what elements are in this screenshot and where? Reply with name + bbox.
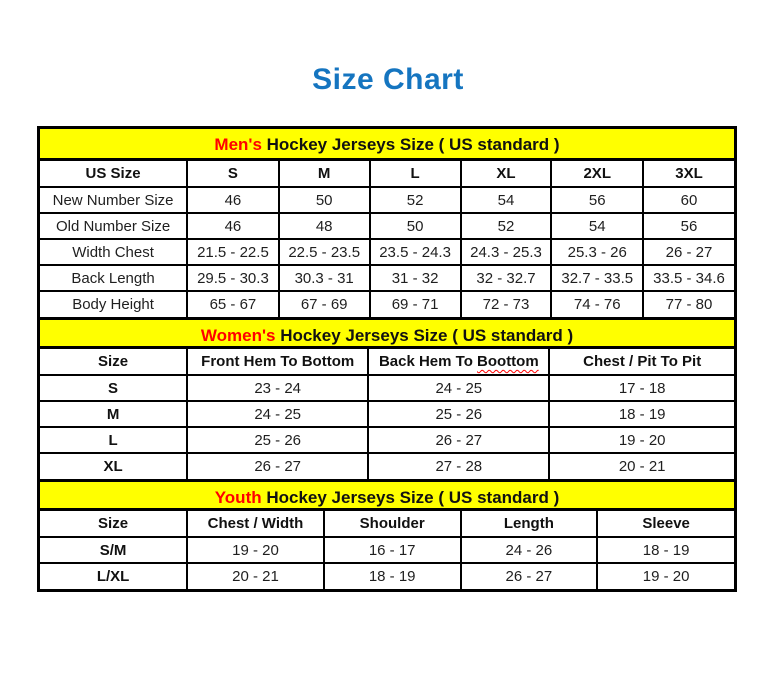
column-header: 3XL [643, 161, 734, 187]
table-cell: 22.5 - 23.5 [279, 239, 370, 265]
table-cell: 72 - 73 [461, 291, 552, 317]
womens-header-row [40, 349, 734, 375]
table-row [40, 213, 734, 239]
table-cell: 74 - 76 [551, 291, 643, 317]
table-cell: 24 - 26 [461, 537, 598, 563]
column-header: US Size [40, 161, 187, 187]
table-cell: 20 - 21 [549, 453, 734, 479]
size-chart-container [37, 126, 737, 592]
table-cell: 23.5 - 24.3 [370, 239, 461, 265]
row-label: Old Number Size [40, 213, 187, 239]
table-cell: 29.5 - 30.3 [187, 265, 279, 291]
column-header: Shoulder [324, 511, 461, 537]
table-cell: 26 - 27 [461, 563, 598, 589]
column-header: XL [461, 161, 552, 187]
table-row [40, 427, 734, 453]
table-row [40, 375, 734, 401]
table-cell: 54 [461, 187, 552, 213]
table-cell: 46 [187, 213, 279, 239]
row-label: L/XL [40, 563, 187, 589]
table-cell: 54 [551, 213, 643, 239]
table-cell: 17 - 18 [549, 375, 734, 401]
table-cell: 26 - 27 [643, 239, 734, 265]
column-header: Front Hem To Bottom [187, 349, 368, 375]
column-header: S [187, 161, 279, 187]
column-header: M [279, 161, 370, 187]
column-header: Sleeve [597, 511, 734, 537]
table-cell: 18 - 19 [324, 563, 461, 589]
table-cell: 32.7 - 33.5 [551, 265, 643, 291]
table-cell: 56 [551, 187, 643, 213]
column-header: Length [461, 511, 598, 537]
table-cell: 60 [643, 187, 734, 213]
table-row [40, 239, 734, 265]
table-row [40, 563, 734, 589]
table-cell: 27 - 28 [368, 453, 549, 479]
row-label: XL [40, 453, 187, 479]
table-cell: 19 - 20 [187, 537, 324, 563]
table-cell: 32 - 32.7 [461, 265, 552, 291]
table-cell: 52 [461, 213, 552, 239]
table-row [40, 187, 734, 213]
table-cell: 24 - 25 [187, 401, 368, 427]
page-title: Size Chart [312, 63, 464, 96]
table-cell: 65 - 67 [187, 291, 279, 317]
table-cell: 33.5 - 34.6 [643, 265, 734, 291]
table-cell: 48 [279, 213, 370, 239]
column-header: 2XL [551, 161, 643, 187]
column-header-text: Back Hem To [378, 353, 478, 370]
table-cell: 18 - 19 [549, 401, 734, 427]
mens-band-highlight: Men's [214, 135, 262, 154]
mens-size-table [40, 161, 734, 317]
table-cell: 18 - 19 [597, 537, 734, 563]
table-cell: 24 - 25 [368, 375, 549, 401]
table-cell: 52 [370, 187, 461, 213]
table-cell: 26 - 27 [187, 453, 368, 479]
table-cell: 56 [643, 213, 734, 239]
table-cell: 30.3 - 31 [279, 265, 370, 291]
table-cell: 25 - 26 [368, 401, 549, 427]
youth-band-text: Hockey Jerseys Size ( US standard ) [261, 488, 560, 507]
column-header: Size [40, 511, 187, 537]
column-header: Size [40, 349, 187, 375]
table-cell: 20 - 21 [187, 563, 324, 589]
column-header: Chest / Pit To Pit [549, 349, 734, 375]
row-label: Width Chest [40, 239, 187, 265]
column-header: L [370, 161, 461, 187]
table-row [40, 291, 734, 317]
mens-band-text: Hockey Jerseys Size ( US standard ) [261, 135, 560, 154]
youth-section-band [40, 479, 734, 511]
column-header: Chest / Width [187, 511, 324, 537]
table-row [40, 265, 734, 291]
row-label: L [40, 427, 187, 453]
table-row [40, 401, 734, 427]
womens-section-band [40, 317, 734, 349]
table-cell: 46 [187, 187, 279, 213]
youth-band-highlight: Youth [214, 488, 262, 507]
row-label: S/M [40, 537, 187, 563]
table-row [40, 537, 734, 563]
table-cell: 24.3 - 25.3 [461, 239, 552, 265]
table-cell: 19 - 20 [597, 563, 734, 589]
table-cell: 19 - 20 [549, 427, 734, 453]
youth-size-table [40, 511, 734, 589]
table-cell: 67 - 69 [279, 291, 370, 317]
table-cell: 50 [370, 213, 461, 239]
row-label: M [40, 401, 187, 427]
table-row [40, 453, 734, 479]
table-cell: 16 - 17 [324, 537, 461, 563]
row-label: Body Height [40, 291, 187, 317]
table-cell: 25.3 - 26 [551, 239, 643, 265]
womens-size-table [40, 349, 734, 479]
row-label: Back Length [40, 265, 187, 291]
table-cell: 31 - 32 [370, 265, 461, 291]
youth-header-row [40, 511, 734, 537]
table-cell: 77 - 80 [643, 291, 734, 317]
row-label: New Number Size [40, 187, 187, 213]
table-cell: 21.5 - 22.5 [187, 239, 279, 265]
column-header [368, 349, 549, 375]
misspelled-word-squiggle: Boottom [477, 353, 539, 370]
table-cell: 26 - 27 [368, 427, 549, 453]
womens-band-text: Hockey Jerseys Size ( US standard ) [275, 326, 574, 345]
mens-section-band [40, 129, 734, 161]
table-cell: 69 - 71 [370, 291, 461, 317]
row-label: S [40, 375, 187, 401]
table-cell: 23 - 24 [187, 375, 368, 401]
womens-band-highlight: Women's [200, 326, 276, 345]
table-cell: 25 - 26 [187, 427, 368, 453]
mens-header-row [40, 161, 734, 187]
table-cell: 50 [279, 187, 370, 213]
